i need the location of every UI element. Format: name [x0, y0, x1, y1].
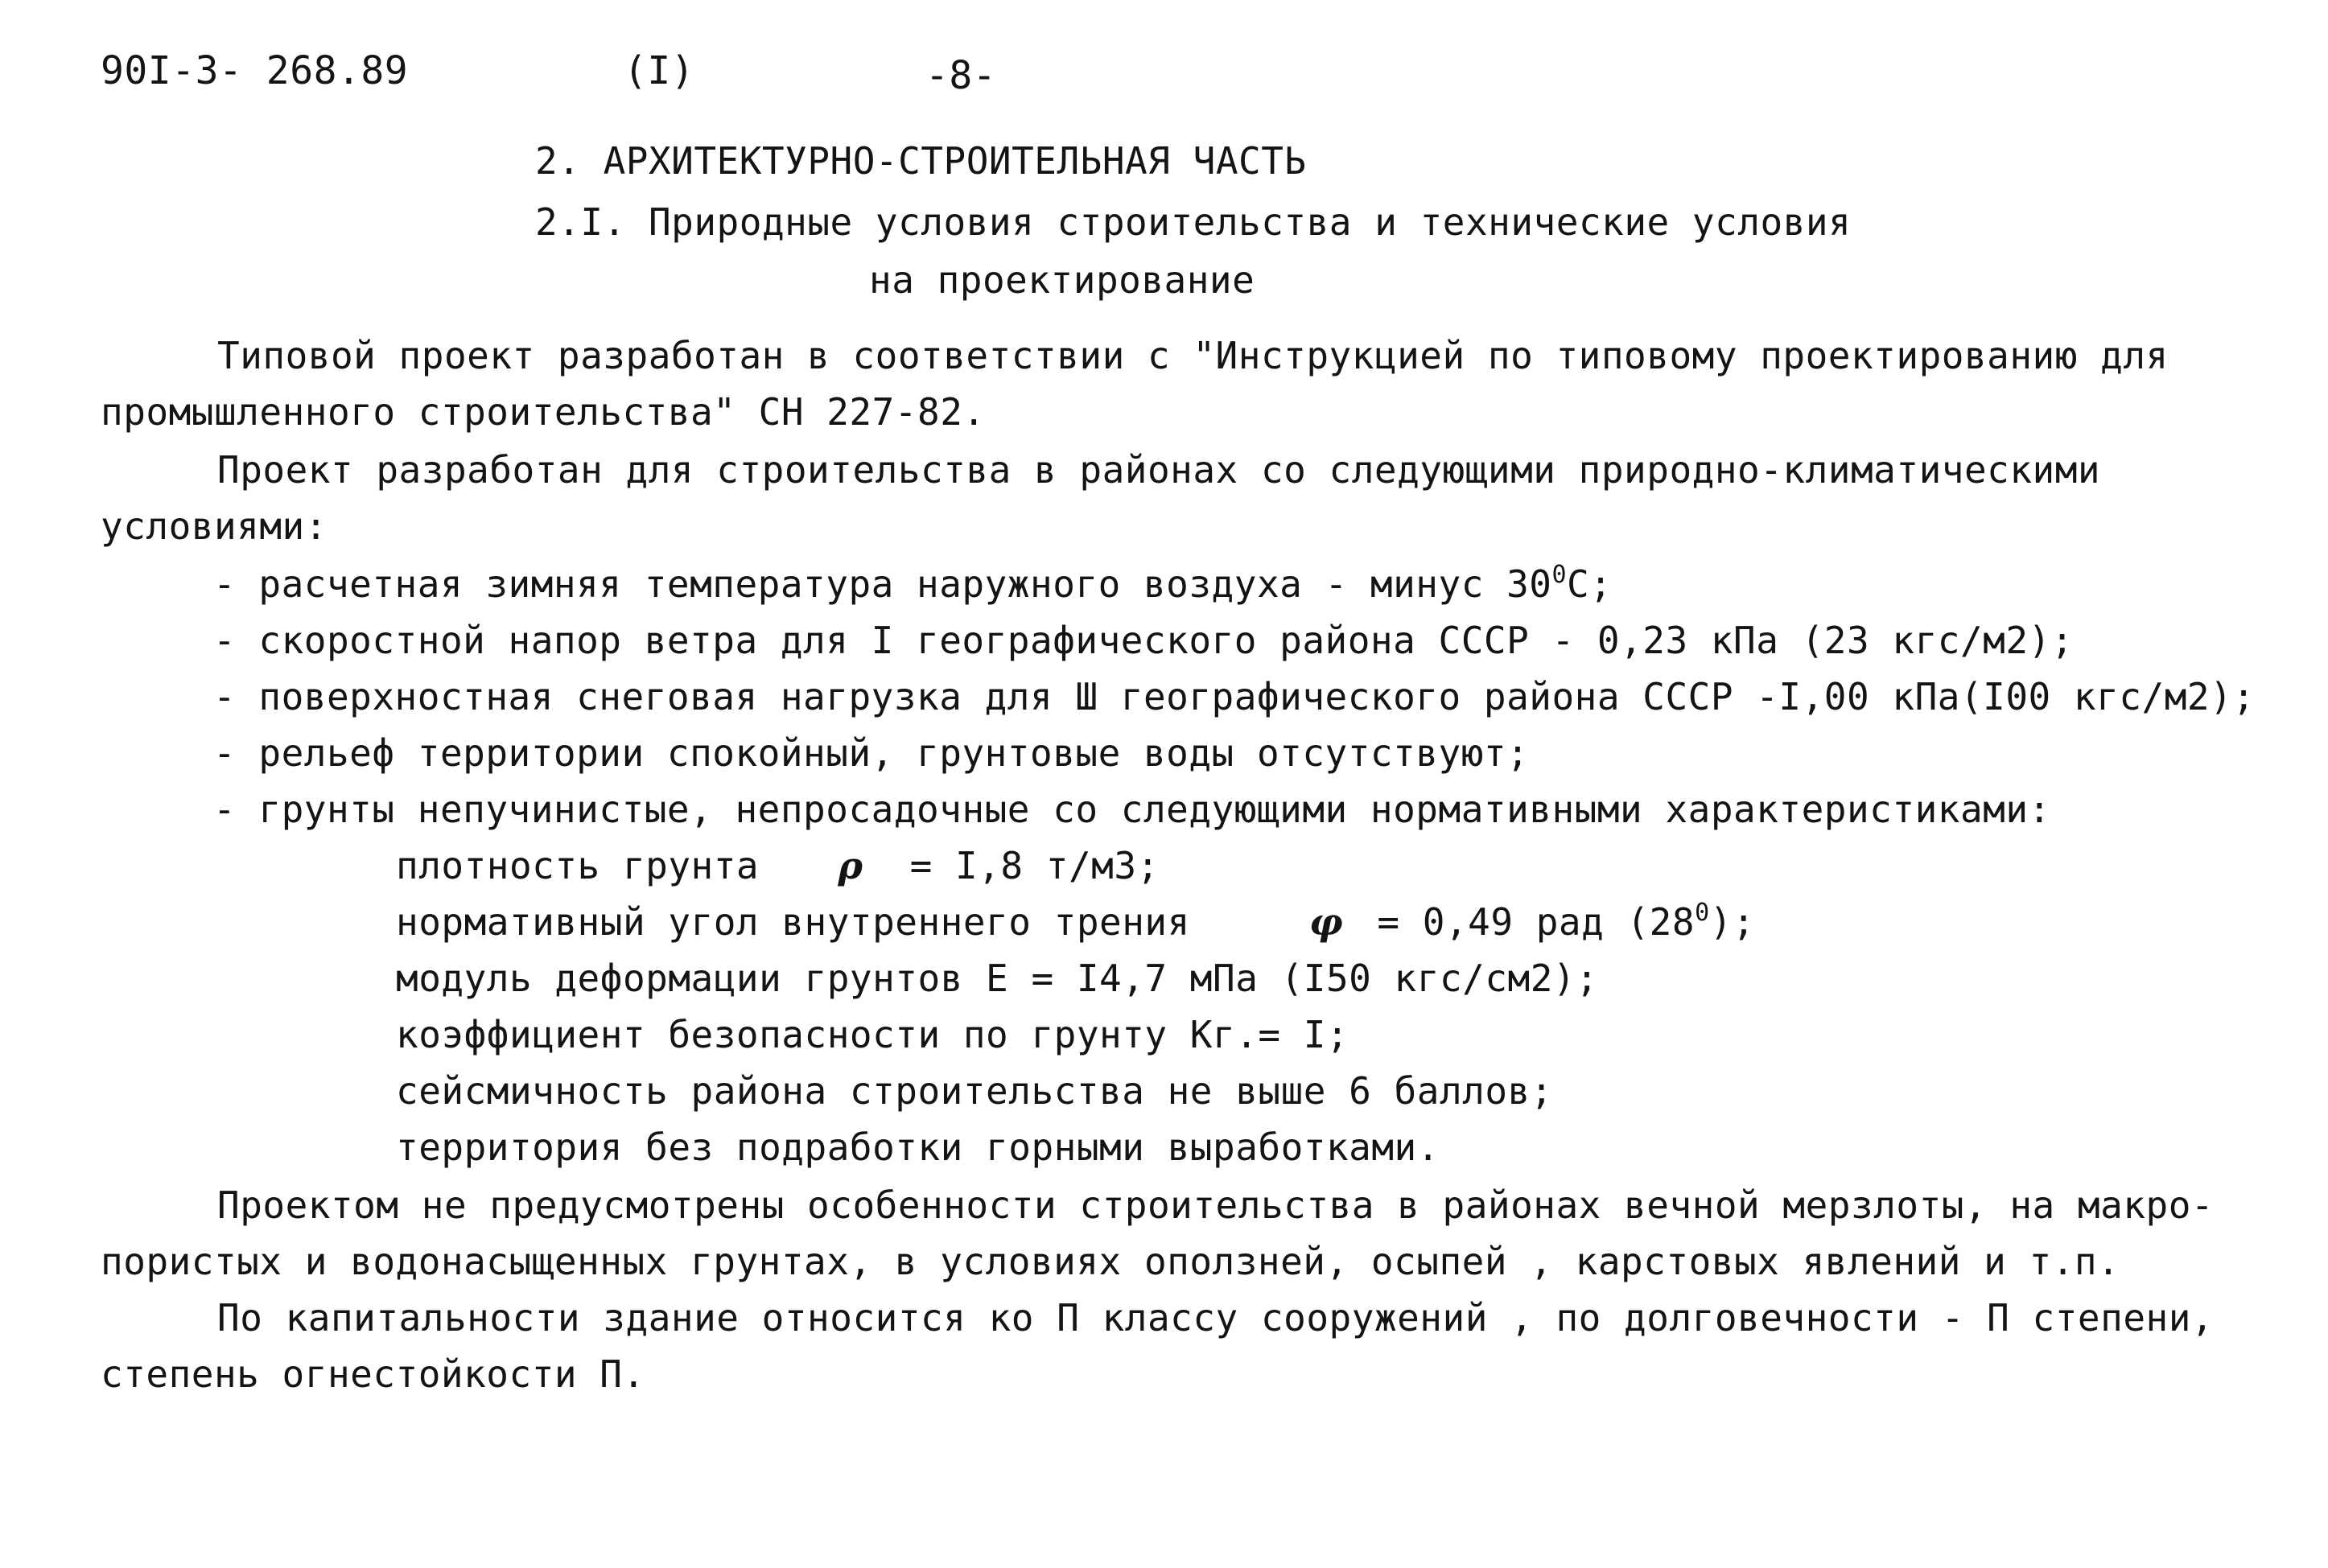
deformation-modulus: модуль деформации грунтов Е = I4,7 мПа (I50 кгс/см2);	[396, 957, 1599, 1000]
page-number: -8-	[925, 53, 997, 98]
friction-angle-value: = 0,49 рад (28	[1377, 900, 1696, 944]
paragraph-3-line-2: пористых и водонасыщенных грунтах, в условиях оползней, осыпей , карстовых явлений и т.п.	[101, 1240, 2120, 1283]
soil-density-value: = I,8 т/м3;	[909, 844, 1160, 887]
mining-note: территория без подработки горными выработками.	[396, 1126, 1440, 1169]
bullet-wind-pressure: - скоростной напор ветра для I географического района СССР - 0,23 кПа (23 кгс/м2);	[213, 619, 2074, 662]
phi-symbol: φ	[1309, 900, 1344, 944]
paragraph-1-line-1: Типовой проект разработан в соответствии с "Инструкцией по типовому проектированию для	[217, 334, 2169, 377]
rho-symbol: ρ	[838, 844, 863, 887]
paragraph-1-line-2: промышленного строительства" СН 227-82.	[101, 390, 986, 434]
section-title: 2. АРХИТЕКТУРНО-СТРОИТЕЛЬНАЯ ЧАСТЬ	[535, 139, 1307, 183]
seismicity: сейсмичность района строительства не выше 6 баллов;	[396, 1069, 1553, 1113]
paragraph-3-line-1: Проектом не предусмотрены особенности строительства в районах вечной мерзлоты, на макро-	[217, 1183, 2215, 1227]
paragraph-2-line-2: условиями:	[101, 504, 328, 548]
bullet-terrain: - рельеф территории спокойный, грунтовые воды отсутствуют;	[213, 731, 1530, 775]
paragraph-4-line-1: По капитальности здание относится ко П классу сооружений , по долговечности - П степени,	[217, 1296, 2215, 1340]
degree-sign: 0	[1695, 899, 1710, 927]
section-subtitle-line-2: на проектирование	[869, 258, 1255, 302]
degree-sign: 0	[1551, 561, 1568, 589]
bullet-winter-temperature-tail: С;	[1567, 562, 1613, 606]
safety-factor: коэффициент безопасности по грунту Кг.= I;	[396, 1013, 1349, 1056]
friction-angle	[396, 899, 1755, 945]
section-subtitle-line-1: 2.I. Природные условия строительства и технические условия	[535, 200, 1852, 244]
soil-density-label: плотность грунта	[396, 844, 760, 887]
bullet-soils: - грунты непучинистые, непросадочные со следующими нормативными характеристиками:	[213, 788, 2051, 831]
soil-density	[396, 843, 1160, 888]
bullet-winter-temperature-text: - расчетная зимняя температура наружного воздуха - минус 30	[213, 562, 1552, 606]
bullet-snow-load: - поверхностная снеговая нагрузка для Ш географического района СССР -I,00 кПа(I00 кгс/м2);	[213, 675, 2256, 718]
album-number: (I)	[624, 48, 695, 93]
friction-angle-label: нормативный угол внутреннего трения	[396, 900, 1190, 944]
friction-angle-tail: );	[1709, 900, 1756, 944]
bullet-winter-temperature	[213, 562, 1612, 607]
paragraph-4-line-2: степень огнестойкости П.	[101, 1352, 645, 1396]
paragraph-2-line-1: Проект разработан для строительства в районах со следующими природно-климатическими	[217, 448, 2101, 492]
doc-code: 90I-3- 268.89	[101, 48, 409, 93]
